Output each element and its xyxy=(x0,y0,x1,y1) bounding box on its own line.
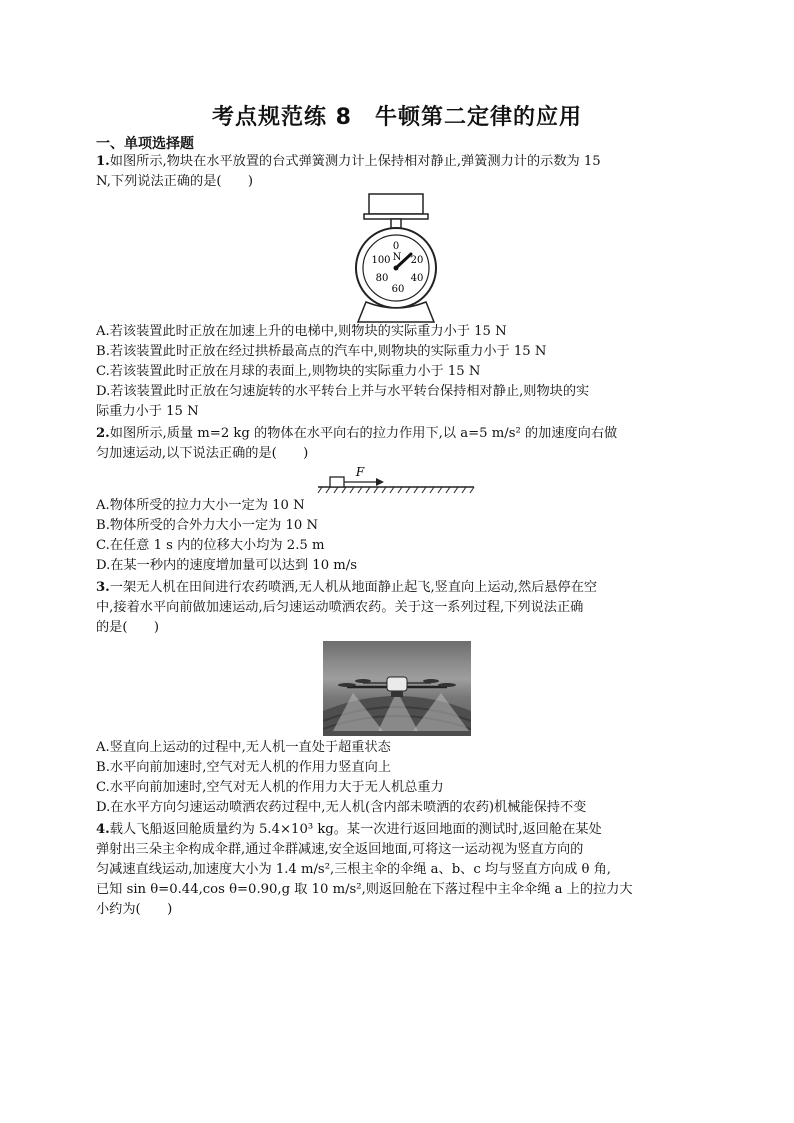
question-4-line-2: 弹射出三朵主伞构成伞群,通过伞群减速,安全返回地面,可将这一运动视为竖直方向的 xyxy=(96,842,584,857)
question-4-line-5: 小约为( ) xyxy=(96,902,173,917)
section-title: 一、单项选择题 xyxy=(96,136,194,152)
force-label: F xyxy=(355,466,365,479)
question-3-stem-text-1: 一架无人机在田间进行农药喷洒,无人机从地面静止起飞,竖直向上运动,然后悬停在空 xyxy=(109,580,598,595)
question-2-option-c: C.在任意 1 s 内的位移大小均为 2.5 m xyxy=(96,538,325,553)
page-title: 考点规范练 8 牛顿第二定律的应用 xyxy=(212,105,582,130)
question-3-option-c: C.水平向前加速时,空气对无人机的作用力大于无人机总重力 xyxy=(96,780,444,795)
question-1-stem-line-2: N,下列说法正确的是( ) xyxy=(96,174,254,189)
drone-spraying-photo xyxy=(323,641,471,736)
question-1-option-d-cont: 际重力小于 15 N xyxy=(96,404,199,419)
scale-label-40: 40 xyxy=(410,273,424,284)
question-3-option-b: B.水平向前加速时,空气对无人机的作用力竖直向上 xyxy=(96,760,392,775)
question-4-line-4: 已知 sin θ=0.44,cos θ=0.90,g 取 10 m/s²,则返回舱在下落过程中主伞伞绳 a 上的拉力大 xyxy=(96,882,633,897)
scale-top-block xyxy=(369,194,423,214)
scale-label-0: 0 xyxy=(392,241,400,252)
scale-label-60: 60 xyxy=(391,284,405,295)
question-1-option-a: A.若该装置此时正放在加速上升的电梯中,则物块的实际重力小于 15 N xyxy=(96,324,507,339)
question-1-stem-line-1 xyxy=(96,152,601,172)
question-3-option-d: D.在水平方向匀速运动喷洒农药过程中,无人机(含内部未喷洒的农药)机械能保持不变 xyxy=(96,800,587,815)
question-4-line-1 xyxy=(96,820,602,840)
drone xyxy=(338,677,456,697)
drone-photo-illustration xyxy=(323,641,471,736)
question-4-line-3: 匀减速直线运动,加速度大小为 1.4 m/s²,三根主伞的伞绳 a、b、c 均与竖直方向成 θ 角, xyxy=(96,862,611,877)
scale-label-80: 80 xyxy=(375,273,389,284)
spring-scale-figure xyxy=(340,192,452,324)
question-2-option-d: D.在某一秒内的速度增加量可以达到 10 m/s xyxy=(96,558,357,573)
question-1-stem-text-1: 如图所示,物块在水平放置的台式弹簧测力计上保持相对静止,弹簧测力计的示数为 15 xyxy=(109,154,601,169)
question-1-option-c: C.若该装置此时正放在月球的表面上,则物块的实际重力小于 15 N xyxy=(96,364,481,379)
question-4-text-1: 载人飞船返回舱质量约为 5.4×10³ kg。某一次进行返回地面的测试时,返回舱在某处 xyxy=(109,822,602,837)
question-2-number: 2. xyxy=(96,426,110,441)
question-2-option-b: B.物体所受的合外力大小一定为 10 N xyxy=(96,518,319,533)
question-1-number: 1. xyxy=(96,154,110,169)
scale-unit-n: N xyxy=(392,252,402,263)
question-1-option-b: B.若该装置此时正放在经过拱桥最高点的汽车中,则物块的实际重力小于 15 N xyxy=(96,344,547,359)
question-4-number: 4. xyxy=(96,822,110,837)
block xyxy=(330,477,344,487)
scale-needle-hub xyxy=(394,266,399,271)
question-3-stem-line-1 xyxy=(96,578,597,598)
question-3-stem-line-2: 中,接着水平向前做加速运动,后匀速运动喷洒农药。关于这一系列过程,下列说法正确 xyxy=(96,600,584,615)
question-2-stem-line-1 xyxy=(96,424,617,444)
question-2-stem-line-2: 匀加速运动,以下说法正确的是( ) xyxy=(96,446,309,461)
question-3-number: 3. xyxy=(96,580,110,595)
block-force-figure xyxy=(316,466,476,496)
question-2-stem-text-1: 如图所示,质量 m=2 kg 的物体在水平向右的拉力作用下,以 a=5 m/s² 的加速度向右做 xyxy=(109,426,618,441)
force-arrow-head xyxy=(376,478,384,486)
question-2-option-a: A.物体所受的拉力大小一定为 10 N xyxy=(96,498,305,513)
question-1-option-d: D.若该装置此时正放在匀速旋转的水平转台上并与水平转台保持相对静止,则物块的实 xyxy=(96,384,590,399)
ground-hatching xyxy=(318,487,474,493)
question-3-option-a: A.竖直向上运动的过程中,无人机一直处于超重状态 xyxy=(96,740,391,755)
scale-label-20: 20 xyxy=(410,255,424,266)
question-3-stem-line-3: 的是( ) xyxy=(96,620,160,635)
scale-label-100: 100 xyxy=(371,255,391,266)
